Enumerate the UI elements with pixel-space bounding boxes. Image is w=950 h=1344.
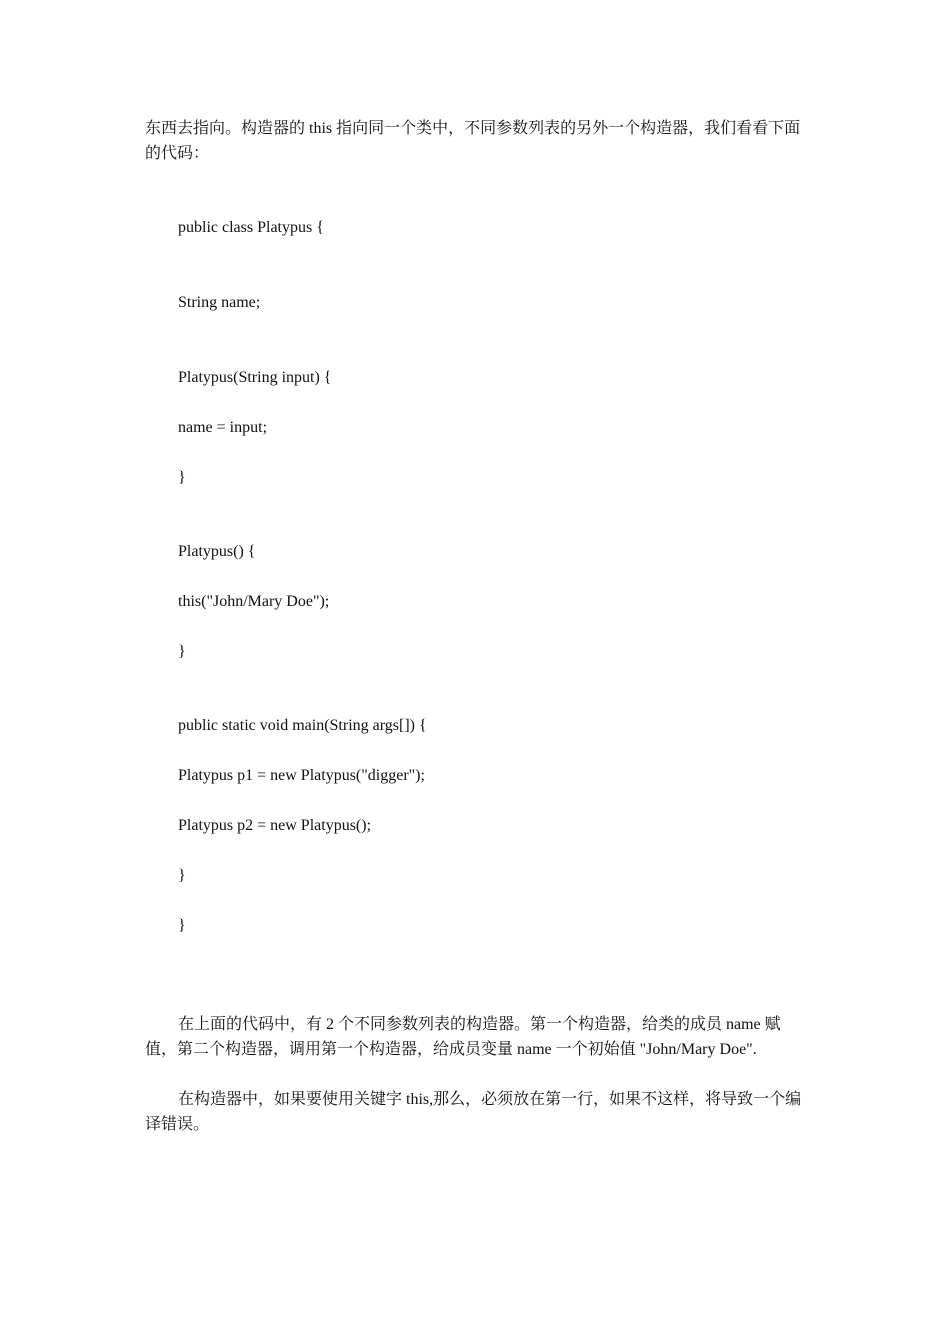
code-line: this("John/Mary Doe"); — [178, 593, 330, 610]
code-line: Platypus(String input) { — [178, 369, 332, 386]
code-line: Platypus() { — [178, 543, 256, 560]
code-line: String name; — [178, 294, 261, 311]
code-line: } — [178, 867, 186, 884]
explanation-paragraph-1: 在上面的代码中，有 2 个不同参数列表的构造器。第一个构造器，给类的成员 name 赋值，第二个构造器，调用第一个构造器，给成员变量 name 一个初始值 "John/Mary Doe". — [145, 1016, 781, 1058]
explanation-paragraph-2: 在构造器中，如果要使用关键字 this,那么，必须放在第一行，如果不这样，将导致一个编译错误。 — [145, 1091, 802, 1133]
code-line: public static void main(String args[]) { — [178, 717, 427, 734]
code-line: } — [178, 917, 186, 934]
code-line: } — [178, 469, 186, 486]
intro-paragraph: 东西去指向。构造器的 this 指向同一个类中，不同参数列表的另外一个构造器，我们看看下面的代码： — [145, 120, 801, 162]
code-line: name = input; — [178, 419, 268, 436]
code-line: Platypus p1 = new Platypus("digger"); — [178, 767, 425, 784]
code-line: } — [178, 643, 186, 660]
code-line: Platypus p2 = new Platypus(); — [178, 817, 372, 834]
code-line: public class Platypus { — [178, 219, 324, 236]
